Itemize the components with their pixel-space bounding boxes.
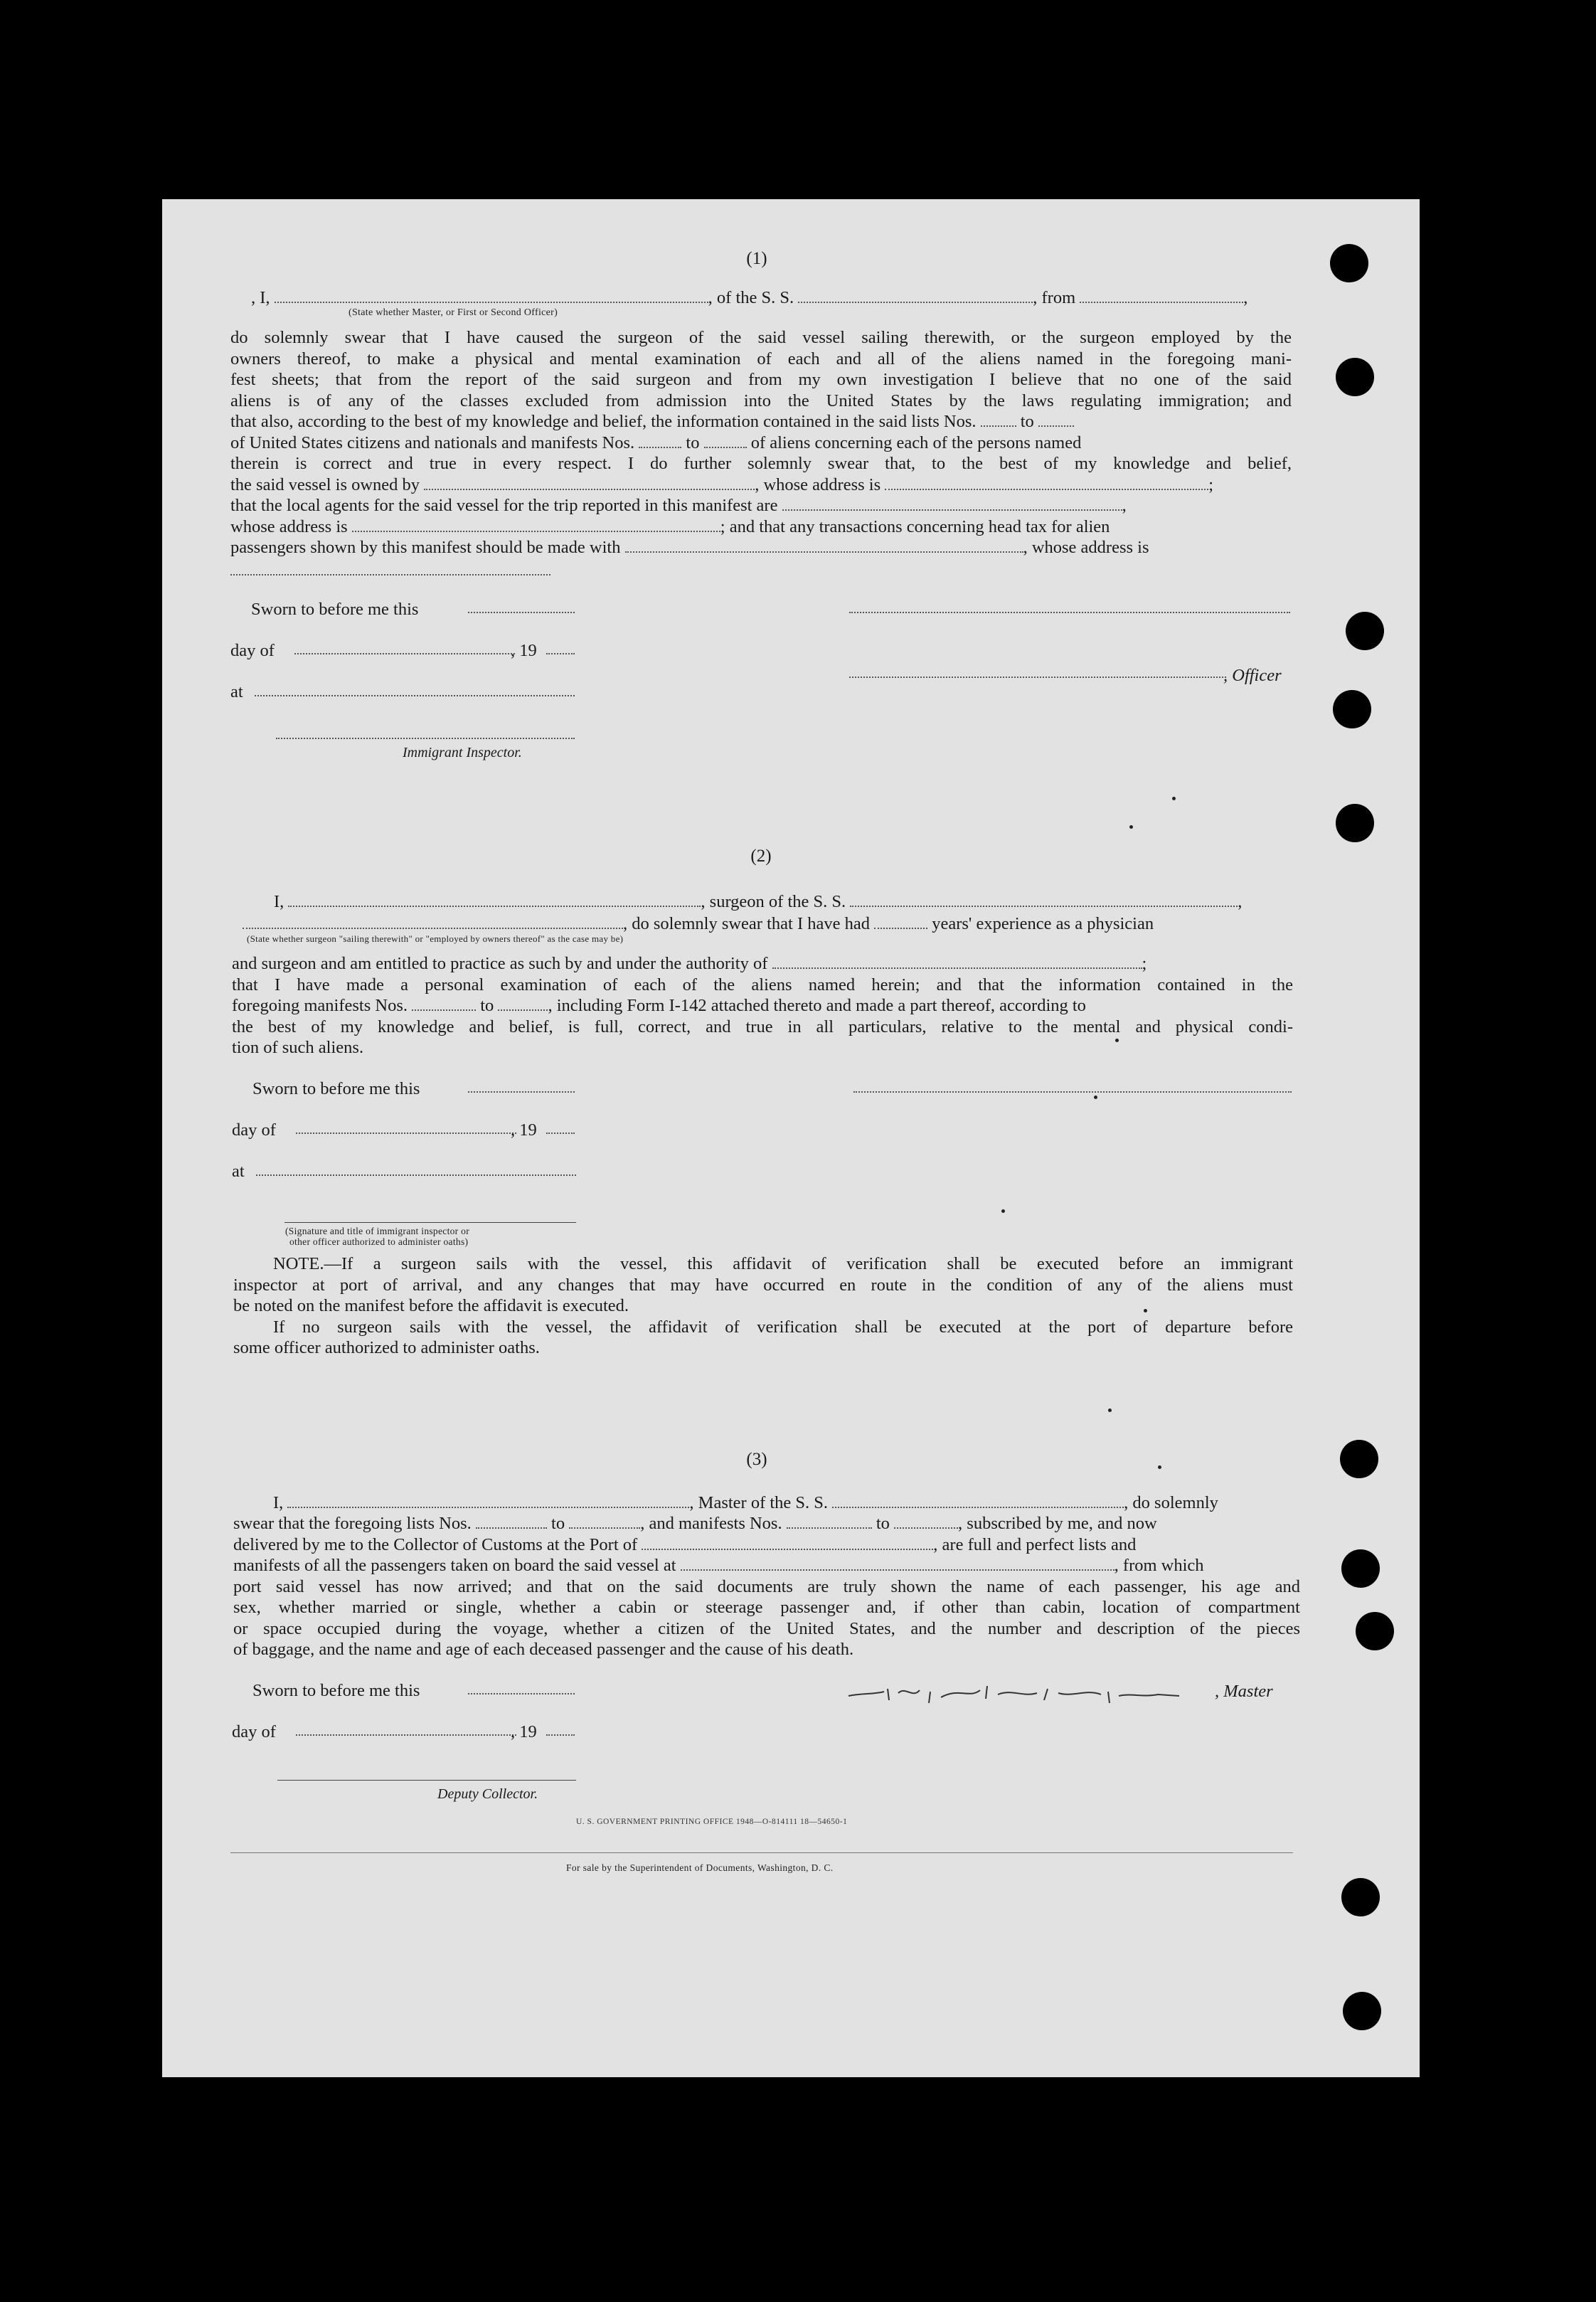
vessel-owner-field[interactable] [424, 476, 755, 490]
sec2-place-field[interactable] [256, 1174, 576, 1176]
sec1-year-label: , 19 [511, 641, 537, 660]
punch-hole [1343, 1992, 1381, 2030]
punch-hole [1341, 1878, 1380, 1916]
sec2-year-label: , 19 [511, 1120, 537, 1140]
sec1-month-field[interactable] [294, 653, 515, 654]
port-of-embarkation-field[interactable] [681, 1556, 1114, 1571]
sec1-sworn-date-field[interactable] [468, 612, 575, 613]
section-2-heading: (2) [750, 847, 772, 866]
sec3-year-field[interactable] [546, 1734, 575, 1736]
surgeon-status-field[interactable] [243, 915, 623, 929]
sec2-sworn-date-field[interactable] [468, 1091, 575, 1093]
scan-speck [1144, 1309, 1147, 1312]
sec1-at-label: at [230, 682, 243, 701]
punch-hole [1356, 1612, 1394, 1650]
sec2-month-field[interactable] [296, 1133, 516, 1134]
alien-manifests-to-field[interactable] [704, 434, 747, 448]
section-1-first-line: , I, , of the S. S. , from , [251, 288, 1248, 307]
manifest-form-sheet [162, 199, 1420, 2077]
port-from-field[interactable] [1080, 289, 1243, 303]
sec2-manifests-to-field[interactable] [498, 997, 548, 1011]
master-signature [845, 1679, 1215, 1707]
printing-imprint: U. S. GOVERNMENT PRINTING OFFICE 1948—O-814111 18—54650-1 [576, 1818, 848, 1826]
sec2-surgeon-signature-field[interactable] [853, 1091, 1292, 1093]
sec3-vessel-name-field[interactable] [832, 1494, 1124, 1508]
sec1-officer-title-field[interactable] [849, 677, 1226, 678]
sec2-manifests-from-field[interactable] [412, 997, 476, 1011]
scan-speck [1129, 825, 1133, 829]
sec1-place-field[interactable] [255, 695, 575, 696]
section-1-heading: (1) [746, 249, 767, 268]
sec1-officer-signature-field[interactable] [849, 612, 1290, 613]
immigrant-inspector-label: Immigrant Inspector. [403, 745, 522, 760]
master-name-field[interactable] [287, 1494, 689, 1508]
scan-speck [1115, 1039, 1119, 1042]
deputy-collector-label: Deputy Collector. [437, 1786, 538, 1802]
sec2-at-label: at [232, 1162, 245, 1181]
sec3-lists-to-field[interactable] [569, 1515, 640, 1529]
section-3-body: swear that the foregoing lists Nos. to , and manifests Nos. to , subscribed by me, and now delivered by me to the Collector of Customs at the Port of , are full and perfect lists and manifests of all the passengers taken on board the said vessel at , from which port said vessel has now arrived; and that on the said documents are truly shown the name of each passenger, his age and sex, whether married or single, whether a cabin or steerage passenger and, if other than cabin, location of compartment or space occupied during the voyage, whether a citizen of the United States, and the number and description of the pieces of baggage, and the name and age of each deceased passenger and the cause of his death. [233, 1514, 1300, 1659]
agents-address-field[interactable] [352, 518, 720, 532]
scan-speck [1094, 1096, 1097, 1099]
sec3-year-label: , 19 [511, 1722, 537, 1741]
citizen-lists-to-field[interactable] [1038, 413, 1074, 427]
head-tax-address-field[interactable] [230, 574, 550, 576]
sec1-year-field[interactable] [546, 653, 575, 654]
master-label: , Master [1215, 1682, 1273, 1701]
punch-hole [1333, 690, 1371, 728]
officer-name-field[interactable] [275, 289, 708, 303]
scan-speck [1172, 797, 1176, 800]
sec1-inspector-signature-field[interactable] [276, 738, 575, 739]
owner-address-field[interactable] [885, 476, 1208, 490]
scan-speck [1001, 1209, 1005, 1213]
surgeon-status-caption: (State whether surgeon "sailing therewith" or "employed by owners thereof" as the case may be) [247, 933, 624, 944]
surgeon-name-field[interactable] [288, 893, 701, 907]
scan-speck [1108, 1409, 1112, 1412]
sec1-day-label: day of [230, 641, 275, 660]
sec2-day-label: day of [232, 1120, 276, 1140]
sec3-month-field[interactable] [296, 1734, 516, 1736]
section-2-first-line: I, , surgeon of the S. S. , [274, 892, 1243, 911]
punch-hole [1330, 244, 1368, 282]
punch-hole [1336, 804, 1374, 842]
punch-hole [1336, 358, 1374, 396]
local-agents-field[interactable] [782, 497, 1122, 511]
head-tax-contact-field[interactable] [625, 539, 1023, 553]
vessel-name-field[interactable] [798, 289, 1033, 303]
scan-speck [1158, 1465, 1161, 1469]
section-3-first-line: I, , Master of the S. S. , do solemnly [273, 1493, 1218, 1512]
signature-caption-line-1: (Signature and title of immigrant inspector or [285, 1226, 469, 1236]
punch-hole [1341, 1549, 1380, 1588]
sec2-official-signature-field[interactable] [284, 1222, 576, 1223]
sec2-year-field[interactable] [546, 1133, 575, 1134]
section-3-heading: (3) [746, 1450, 767, 1469]
alien-manifests-from-field[interactable] [639, 434, 681, 448]
sale-notice: For sale by the Superintendent of Documents, Washington, D. C. [566, 1862, 834, 1873]
deputy-collector-signature-field[interactable] [277, 1780, 576, 1781]
sec2-vessel-name-field[interactable] [850, 893, 1238, 907]
sec3-sworn-date-field[interactable] [468, 1693, 575, 1694]
sec3-manifests-from-field[interactable] [787, 1515, 872, 1529]
punch-hole [1340, 1440, 1378, 1478]
section-2-body: and surgeon and am entitled to practice as such by and under the authority of ; that I have made a personal examination of each of the aliens named herein; and that the information contained in the foregoing manifests Nos. to , including Form I-142 attached thereto and made a part thereof, according to the best of my knowledge and belief, is full, correct, and true in all particulars, relative to the mental and physical condi- tion of such aliens. [232, 954, 1293, 1057]
section-2-second-line: , do solemnly swear that I have had years' experience as a physician [243, 913, 1452, 935]
officer-label: , Officer [1223, 666, 1282, 685]
sec3-lists-from-field[interactable] [476, 1515, 547, 1529]
practice-authority-field[interactable] [772, 955, 1142, 969]
section-1-body: do solemnly swear that I have caused the surgeon of the said vessel sailing therewith, or the surgeon employed by the owners thereof, to make a physical and mental examination of each and all of the aliens named in the foregoing mani- fest sheets; that from the report of the said surgeon and from my own investigation I believe that no one of the said aliens is of any of the classes excluded from admission into the United States by the laws regulating immigration; and that also, according to the best of my knowledge and belief, the information contained in the said lists Nos. to of United States citizens and nationals and manifests Nos. to of aliens concerning each of the persons named therein is correct and true in every respect. I do further solemnly swear that, to the best of my knowledge and belief, the said vessel is owned by , whose address is ; that the local agents for the said vessel for the trip reported in this manifest are , whose address is ; and that any transactions concerning head tax for alien passengers shown by this manifest should be made with , whose address is [230, 328, 1292, 557]
citizen-lists-from-field[interactable] [981, 413, 1016, 427]
sec3-manifests-to-field[interactable] [894, 1515, 958, 1529]
punch-hole [1346, 612, 1384, 650]
sec2-sworn-label: Sworn to before me this [252, 1079, 420, 1098]
footer-divider [230, 1852, 1293, 1853]
officer-rank-caption: (State whether Master, or First or Second Officer) [349, 307, 558, 318]
sec3-sworn-label: Sworn to before me this [252, 1681, 420, 1700]
sec3-day-label: day of [232, 1722, 276, 1741]
port-of-arrival-field[interactable] [642, 1536, 933, 1550]
surgeon-note: NOTE.—If a surgeon sails with the vessel, this affidavit of verification shall be executed before an immigrant inspector at port of arrival, and any changes that may have occurred en route in the condition of any of the aliens must be noted on the manifest before the affidavit is executed. If no surgeon sails with the vessel, the affidavit of verification shall be executed at the port of departure before some officer authorized to administer oaths. [233, 1254, 1293, 1357]
years-experience-field[interactable] [874, 915, 927, 929]
signature-caption-line-2: other officer authorized to administer oaths) [289, 1236, 469, 1247]
sec1-sworn-label: Sworn to before me this [251, 600, 419, 619]
